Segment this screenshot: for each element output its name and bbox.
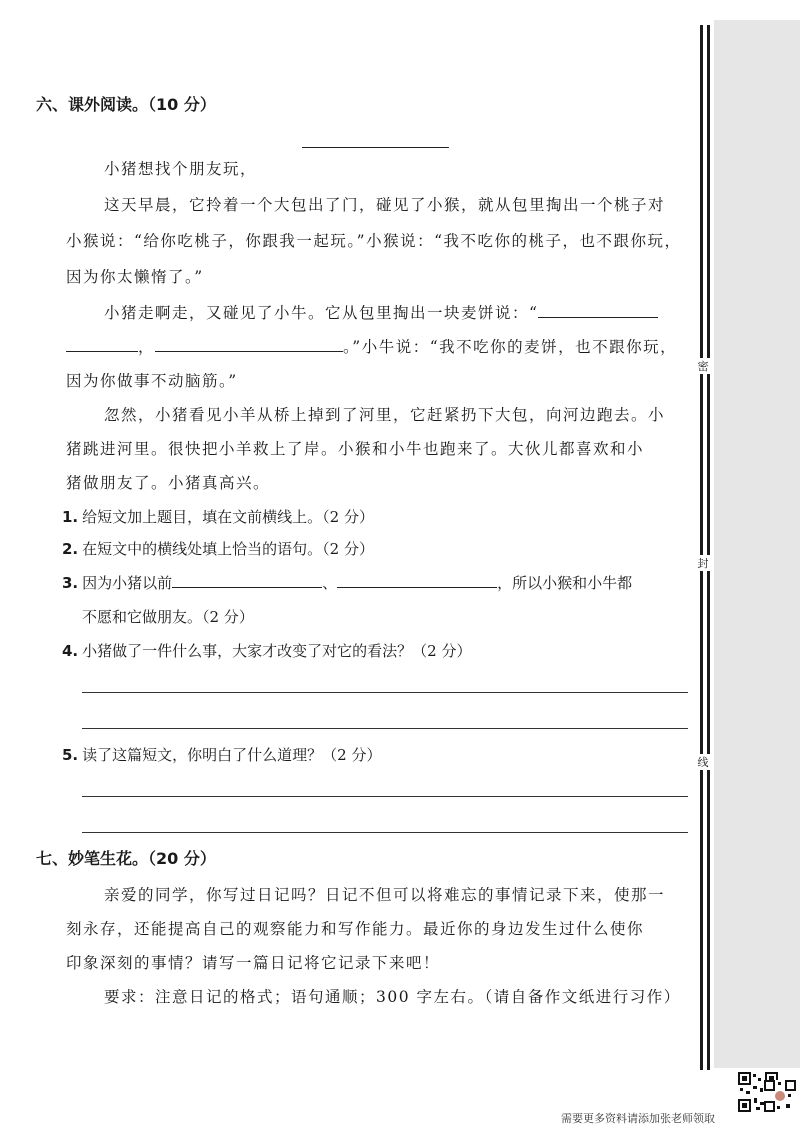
story-p4-line1: 忽然，小猪看见小羊从桥上掉到了河里，它赶紧扔下大包，向河边跑去。小	[104, 406, 666, 424]
story-blank-2[interactable]	[66, 333, 138, 352]
essay-prompt-line1: 亲爱的同学，你写过日记吗？日记不但可以将难忘的事情记录下来，使那一	[104, 886, 666, 904]
answer-line-5a[interactable]	[82, 796, 688, 797]
qr-code-right[interactable]	[764, 1080, 796, 1112]
story-p3-text: 小猪走啊走，又碰见了小牛。它从包里掏出一块麦饼说：“	[104, 304, 539, 322]
question-3-text-c: ，所以小猴和小牛都	[497, 574, 633, 592]
question-2-number: 2.	[62, 540, 79, 558]
story-p3-end: 。”小牛说：“我不吃你的麦饼，也不跟你玩，	[343, 338, 678, 356]
essay-prompt-line3: 印象深刻的事情？请写一篇日记将它记录下来吧！	[66, 954, 441, 972]
story-p2-line1: 这天早晨，它拎着一个大包出了门，碰见了小猴，就从包里掏出一个桃子对	[104, 196, 666, 214]
story-p2-line2: 小猴说：“给你吃桃子，你跟我一起玩。”小猴说：“我不吃你的桃子，也不跟你玩，	[66, 232, 682, 250]
question-2-text: 在短文中的横线处填上恰当的语句。（2 分）	[82, 540, 374, 558]
binding-char-feng: 封	[695, 555, 711, 571]
essay-prompt-line2: 刻永存，还能提高自己的观察能力和写作能力。最近你的身边发生过什么使你	[66, 920, 645, 938]
question-3-blank-2[interactable]	[337, 569, 497, 588]
question-3-number: 3.	[62, 574, 79, 592]
story-p3-sep: ，	[138, 338, 156, 356]
section-7-title: 七、妙笔生花。（20 分）	[36, 849, 216, 868]
question-3-blank-1[interactable]	[172, 569, 322, 588]
section-6-title: 六、课外阅读。（10 分）	[36, 95, 216, 114]
question-5-text: 读了这篇短文，你明白了什么道理？（2 分）	[82, 746, 382, 764]
binding-margin	[714, 20, 800, 1068]
binding-char-xian: 线	[695, 754, 711, 770]
question-3	[62, 566, 632, 600]
question-5-number: 5.	[62, 746, 79, 764]
story-p3-line2	[66, 330, 677, 364]
binding-char-mi: 密	[695, 358, 711, 374]
binding-line-right	[707, 25, 710, 1070]
question-2	[62, 532, 374, 566]
binding-line-left	[700, 25, 703, 1070]
story-p3-line3: 因为你做事不动脑筋。”	[66, 372, 238, 390]
answer-line-4b[interactable]	[82, 728, 688, 729]
story-p1: 小猪想找个朋友玩，	[104, 160, 258, 178]
question-1-text: 给短文加上题目，填在文前横线上。（2 分）	[82, 508, 374, 526]
question-3-text-a: 因为小猪以前	[82, 574, 173, 592]
story-blank-3[interactable]	[155, 333, 343, 352]
question-3-text-b: 、	[322, 574, 338, 592]
question-4	[62, 634, 471, 668]
question-5	[62, 738, 381, 772]
essay-requirements: 要求：注意日记的格式；语句通顺；300 字左右。（请自备作文纸进行习作）	[104, 988, 681, 1006]
qr-code-icon	[764, 1080, 796, 1112]
story-p4-line3: 猪做朋友了。小猪真高兴。	[66, 474, 271, 492]
story-blank-1[interactable]	[538, 299, 658, 318]
question-1-number: 1.	[62, 508, 79, 526]
story-p2-line3: 因为你太懒惰了。”	[66, 268, 204, 286]
question-1	[62, 500, 374, 534]
story-p3-line1	[104, 296, 658, 330]
story-p4-line2: 猪跳进河里。很快把小羊救上了岸。小猴和小牛也跑来了。大伙儿都喜欢和小	[66, 440, 645, 458]
answer-line-4a[interactable]	[82, 692, 688, 693]
footer-note: 需要更多资料请添加张老师领取	[561, 1112, 715, 1125]
question-4-number: 4.	[62, 642, 79, 660]
question-3-line2: 不愿和它做朋友。（2 分）	[82, 608, 254, 626]
story-title-blank[interactable]	[302, 147, 449, 148]
question-4-text: 小猪做了一件什么事，大家才改变了对它的看法？（2 分）	[82, 642, 472, 660]
answer-line-5b[interactable]	[82, 832, 688, 833]
